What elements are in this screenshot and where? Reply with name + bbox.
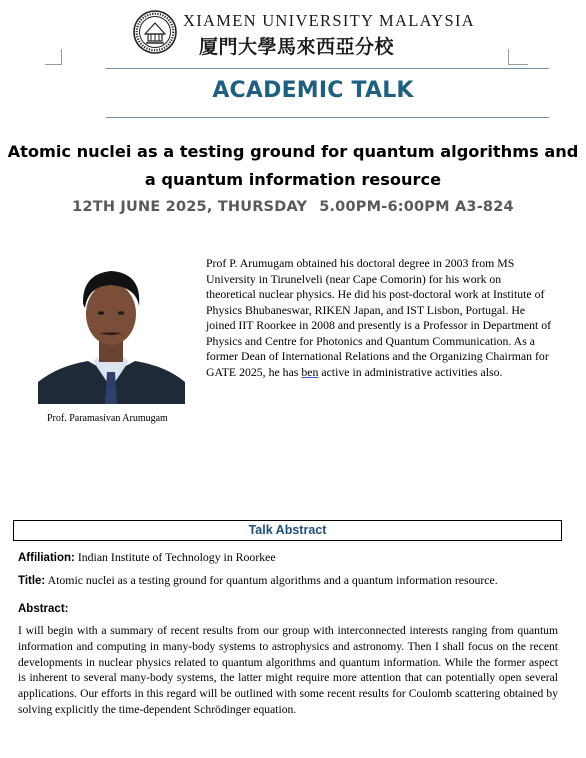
- university-seal-logo: [133, 10, 177, 54]
- speaker-bio: [206, 256, 552, 380]
- title-value: Atomic nuclei as a testing ground for quantum algorithms and a quantum information resource.: [47, 573, 498, 587]
- abstract-label: Abstract:: [18, 603, 69, 615]
- header-rule-top: [106, 68, 549, 69]
- university-name-english: XIAMEN UNIVERSITY MALAYSIA: [183, 11, 475, 30]
- date-time-line: [0, 199, 586, 215]
- talk-abstract-heading: Talk Abstract: [248, 523, 327, 537]
- title-label: Title:: [18, 575, 46, 587]
- university-name-chinese: 厦門大學馬來西亞分校: [199, 36, 395, 58]
- header-rule-bottom: [106, 117, 549, 118]
- talk-title: Atomic nuclei as a testing ground for quantum algorithms and a quantum information resource: [7, 142, 579, 189]
- talk-abstract-heading-box: [13, 520, 562, 541]
- bio-text-end: active in administrative activities also.: [318, 364, 503, 379]
- speaker-caption: Prof. Paramasivan Arumugam: [47, 413, 168, 424]
- bio-underlined-word: ben: [301, 364, 319, 379]
- speaker-photo: [38, 262, 185, 404]
- crop-mark-right: [508, 49, 509, 64]
- abstract-text: I will begin with a summary of recent results from our group with interconnected interests ranging from quantum information and computing in many-body systems to astrophysics and astronomy. Then I shall focus on the recent developments in nuclear physics related to quantum algorithms and quantum information. While the former aspect is inherent to several many-body systems, the latter might require more attention that can potentially open several applications. Our efforts in this regard will be outlined with some recent results for Coulomb scattering obtained by solving explicitly the time-dependent Schrödinger equation.: [18, 624, 558, 716]
- talk-date: 12TH JUNE 2025, THURSDAY: [72, 199, 308, 215]
- crop-mark-right-horizontal: [508, 64, 528, 65]
- crop-mark-left-horizontal: [45, 64, 62, 65]
- affiliation-line: [18, 550, 276, 565]
- banner-title: ACADEMIC TALK: [212, 78, 414, 103]
- title-line: [18, 573, 498, 588]
- talk-time-venue: 5.00PM-6:00PM A3-824: [319, 199, 514, 215]
- affiliation-label: Affiliation:: [18, 552, 75, 564]
- bio-text: Prof P. Arumugam obtained his doctoral degree in 2003 from MS University in Tirunelveli (near Cape Comorin) for his work on theoretical nuclear physics. He did his post-doctoral work at Institute of Physics Bhubaneswar, RIKEN Japan, and IST Lisbon, Portugal. He joined IIT Roorkee in 2008 and presently is a Professor in Department of Physics and Centre for Photonics and Quantum Communication. As a former Dean of International Relations and the Organizing Chairman for GATE 2025, he has: [206, 256, 552, 379]
- affiliation-value: Indian Institute of Technology in Roorkee: [77, 550, 276, 564]
- crop-mark-left: [61, 49, 62, 64]
